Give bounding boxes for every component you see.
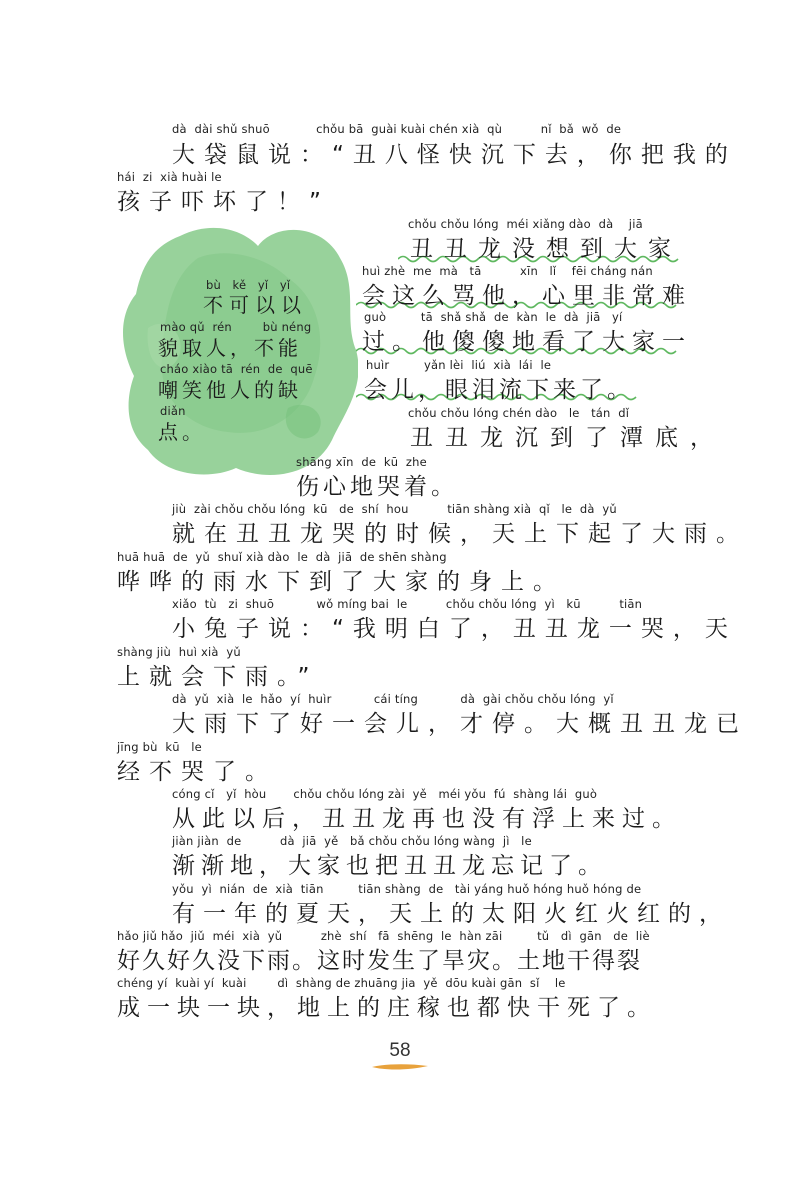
pinyin: shàng jiù huì xià yǔ: [117, 645, 241, 659]
pinyin: jīng bù kū le: [117, 740, 202, 754]
pinyin: jiù zài chǒu chǒu lóng kū de shí hou tiān shàng xià qǐ le dà yǔ: [172, 502, 617, 516]
hanzi: 大雨下了好一会儿，才停。大概丑丑龙已: [172, 711, 748, 737]
hanzi: 上就会下雨。”: [117, 664, 319, 690]
pinyin: huìr yǎn lèi liú xià lái le: [366, 358, 552, 372]
pinyin: huā huā de yǔ shuǐ xià dào le dà jiā de shēn shàng: [117, 550, 447, 564]
tip-pinyin: mào qǔ rén bù néng: [160, 320, 312, 334]
pinyin: cóng cǐ yǐ hòu chǒu chǒu lóng zài yě méi yǒu fú shàng lái guò: [172, 787, 598, 801]
tip-pinyin: diǎn: [160, 404, 186, 418]
tip-hanzi: 不可以以: [203, 293, 307, 317]
pinyin: hǎo jiǔ hǎo jiǔ méi xià yǔ zhè shí fā shēng le hàn zāi tǔ dì gān de liè: [117, 929, 650, 943]
tip-pinyin: bù kě yǐ yǐ: [206, 278, 291, 292]
pinyin: xiǎo tù zi shuō wǒ míng bai le chǒu chǒu lóng yì kū tiān: [172, 597, 643, 611]
hanzi: 伤心地哭着。: [296, 474, 458, 500]
pinyin: chéng yí kuài yí kuài dì shàng de zhuāng jia yě dōu kuài gān sǐ le: [117, 976, 566, 990]
hanzi: 小兔子说：“我明白了，丑丑龙一哭，天: [172, 616, 737, 642]
hanzi: 经不哭了。: [117, 759, 277, 785]
hanzi: 就在丑丑龙哭的时候，天上下起了大雨。: [172, 521, 748, 547]
hanzi: 大袋鼠说：“丑八怪快沉下去，你把我的: [172, 142, 737, 168]
hanzi: 好久好久没下雨。这时发生了旱灾。土地干得裂: [117, 948, 642, 974]
tip-hanzi: 嘲笑他人的缺: [158, 378, 302, 402]
pinyin: huì zhè me mà tā xīn lǐ fēi cháng nán: [362, 264, 653, 278]
pinyin: hái zi xià huài le: [117, 170, 222, 184]
hanzi: 成一块一块，地上的庄稼也都快干死了。: [117, 995, 657, 1021]
pinyin: chǒu chǒu lóng méi xiǎng dào dà jiā: [408, 217, 643, 231]
pinyin: jiàn jiàn de dà jiā yě bǎ chǒu chǒu lóng wàng jì le: [172, 834, 532, 848]
pinyin: yǒu yì nián de xià tiān tiān shàng de tài yáng huǒ hóng huǒ hóng de: [172, 882, 642, 896]
hanzi: 过。他傻傻地看了大家一: [362, 329, 692, 355]
hanzi: 从此以后，丑丑龙再也没有浮上来过。: [172, 806, 682, 832]
tip-pinyin: cháo xiào tā rén de quē: [160, 362, 313, 376]
pinyin: shāng xīn de kū zhe: [296, 455, 427, 469]
pinyin: chǒu chǒu lóng chén dào le tán dǐ: [408, 406, 630, 420]
hanzi: 丑丑龙沉到了潭底，: [410, 425, 725, 451]
pinyin: dà dài shǔ shuō chǒu bā guài kuài chén xià qù nǐ bǎ wǒ de: [172, 122, 622, 136]
tip-hanzi: 点。: [158, 420, 206, 444]
hanzi: 有一年的夏天，天上的太阳火红火红的，: [172, 901, 730, 927]
page-number-brush-stroke: [370, 1062, 430, 1072]
hanzi: 哗哗的雨水下到了大家的身上。: [117, 569, 565, 595]
pinyin: guò tā shǎ shǎ de kàn le dà jiā yí: [364, 310, 623, 324]
hanzi: 丑丑龙没想到大家: [410, 236, 682, 262]
hanzi: 孩子吓坏了！”: [117, 189, 330, 215]
hanzi: 渐渐地，大家也把丑丑龙忘记了。: [172, 853, 607, 879]
page-number: 58: [389, 1040, 411, 1061]
hanzi: 会这么骂他，心里非常难: [362, 283, 692, 309]
hanzi: 会儿，眼泪流下来了。: [364, 377, 634, 403]
pinyin: dà yǔ xià le hǎo yí huìr cái tíng dà gài chǒu chǒu lóng yǐ: [172, 692, 614, 706]
tip-hanzi: 貌取人，不能: [158, 336, 302, 360]
